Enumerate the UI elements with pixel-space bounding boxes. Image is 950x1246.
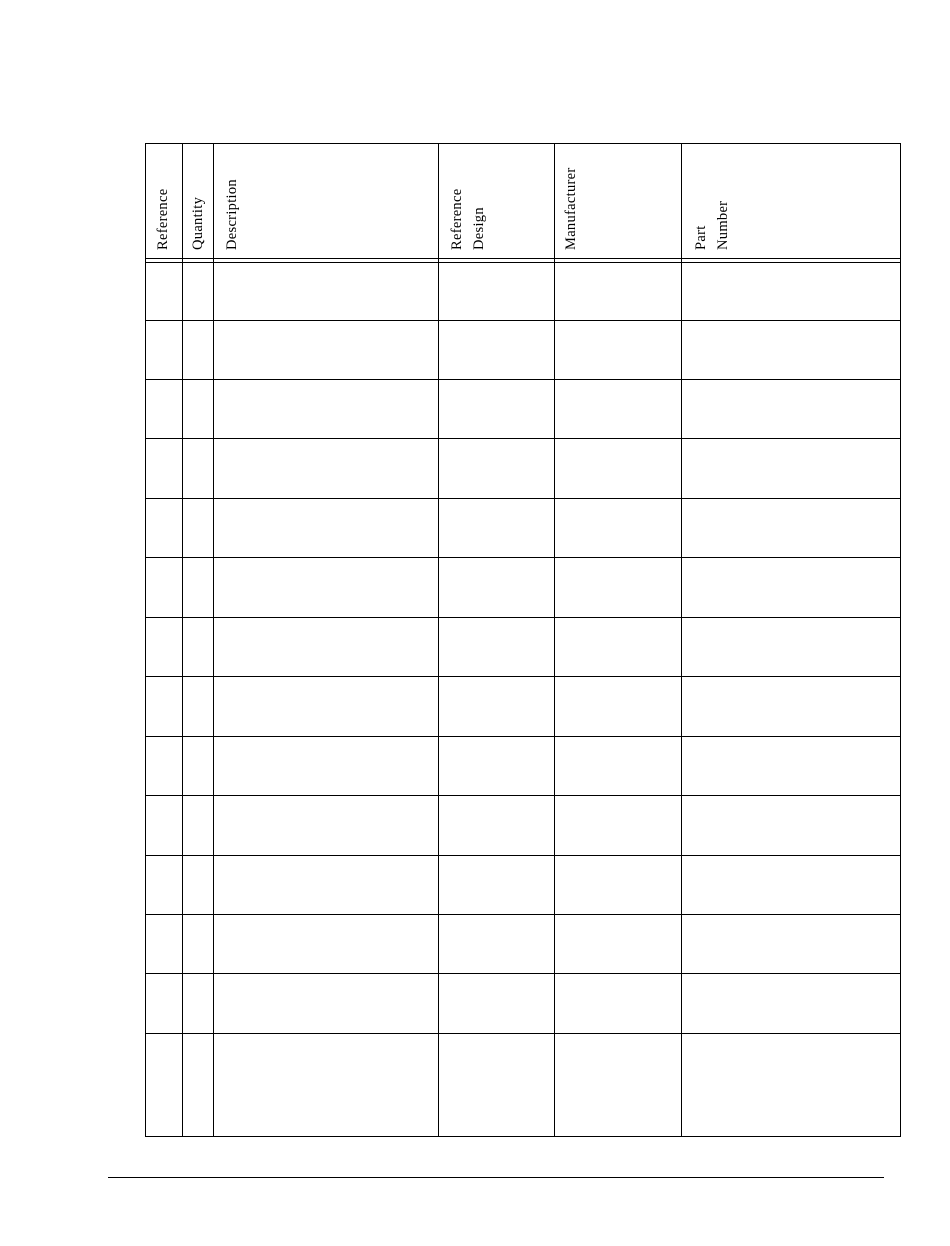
table-cell-reference <box>150 918 178 969</box>
table-cell-part-number <box>685 740 896 791</box>
table-cell-quantity <box>186 621 209 672</box>
table-cell-quantity <box>186 267 209 316</box>
table-cell-reference-design <box>442 442 550 494</box>
table-cell-reference-design <box>442 324 550 375</box>
table-cell-reference-design <box>442 799 550 851</box>
table-cell-part-number <box>685 799 896 851</box>
table-cell-description <box>217 267 434 316</box>
table-cell-manufacturer <box>558 502 677 553</box>
table-cell-reference-design <box>442 977 550 1029</box>
header-description-text: Description <box>224 179 240 250</box>
row-rule <box>146 736 900 737</box>
table-cell-manufacturer <box>558 680 677 732</box>
header-part-number-line2: Number <box>715 200 731 250</box>
table-cell-reference <box>150 859 178 910</box>
row-rule <box>146 795 900 796</box>
column-divider <box>681 144 682 1136</box>
header-reference-design-line1: Reference <box>449 188 465 250</box>
row-rule <box>146 498 900 499</box>
table-cell-reference <box>150 1037 178 1132</box>
table-cell-quantity <box>186 680 209 732</box>
header-reference-design-line2: Design <box>471 207 487 250</box>
table-cell-reference-design <box>442 383 550 434</box>
header-quantity-text: Quantity <box>190 196 206 250</box>
table-cell-reference-design <box>442 680 550 732</box>
header-rule-upper <box>146 258 900 259</box>
table-cell-part-number <box>685 267 896 316</box>
header-rule-lower <box>146 262 900 263</box>
table-cell-part-number <box>685 442 896 494</box>
table-cell-reference <box>150 621 178 672</box>
row-rule <box>146 320 900 321</box>
table-cell-quantity <box>186 859 209 910</box>
table-cell-part-number <box>685 383 896 434</box>
table-cell-description <box>217 977 434 1029</box>
row-rule <box>146 914 900 915</box>
table-cell-quantity <box>186 918 209 969</box>
table-cell-quantity <box>186 383 209 434</box>
row-rule <box>146 379 900 380</box>
table-cell-quantity <box>186 561 209 613</box>
table-cell-quantity <box>186 740 209 791</box>
table-cell-reference-design <box>442 1037 550 1132</box>
table-cell-part-number <box>685 621 896 672</box>
table-cell-manufacturer <box>558 621 677 672</box>
table-cell-reference <box>150 977 178 1029</box>
header-part-number <box>690 201 734 250</box>
footer-rule <box>108 1177 884 1178</box>
table-cell-reference <box>150 561 178 613</box>
row-rule <box>146 438 900 439</box>
column-divider <box>554 144 555 1136</box>
table-cell-description <box>217 621 434 672</box>
header-reference-text: Reference <box>155 188 171 250</box>
table-cell-part-number <box>685 918 896 969</box>
table-cell-part-number <box>685 1037 896 1132</box>
row-rule <box>146 855 900 856</box>
table-cell-description <box>217 680 434 732</box>
table-cell-quantity <box>186 1037 209 1132</box>
header-description <box>221 179 243 250</box>
table-cell-manufacturer <box>558 561 677 613</box>
table-cell-manufacturer <box>558 740 677 791</box>
table-cell-description <box>217 740 434 791</box>
table-cell-manufacturer <box>558 442 677 494</box>
column-divider <box>182 144 183 1136</box>
table-cell-reference-design <box>442 859 550 910</box>
table-cell-part-number <box>685 561 896 613</box>
table-cell-part-number <box>685 977 896 1029</box>
header-manufacturer <box>560 167 582 250</box>
table-cell-reference <box>150 383 178 434</box>
table-cell-manufacturer <box>558 383 677 434</box>
row-rule <box>146 1033 900 1034</box>
table-cell-part-number <box>685 680 896 732</box>
table-cell-description <box>217 1037 434 1132</box>
table-cell-description <box>217 918 434 969</box>
table-cell-reference <box>150 502 178 553</box>
table-cell-quantity <box>186 324 209 375</box>
parts-list-table <box>145 143 901 1137</box>
header-manufacturer-text: Manufacturer <box>563 167 579 250</box>
table-cell-reference-design <box>442 740 550 791</box>
column-divider <box>438 144 439 1136</box>
header-part-number-line1: Part <box>693 225 709 250</box>
table-cell-reference <box>150 740 178 791</box>
table-cell-manufacturer <box>558 324 677 375</box>
table-cell-quantity <box>186 442 209 494</box>
row-rule <box>146 676 900 677</box>
table-cell-manufacturer <box>558 977 677 1029</box>
table-cell-reference-design <box>442 267 550 316</box>
table-cell-quantity <box>186 977 209 1029</box>
table-cell-part-number <box>685 324 896 375</box>
table-cell-manufacturer <box>558 1037 677 1132</box>
table-cell-quantity <box>186 799 209 851</box>
table-cell-description <box>217 383 434 434</box>
table-cell-description <box>217 859 434 910</box>
table-cell-reference-design <box>442 561 550 613</box>
table-cell-manufacturer <box>558 918 677 969</box>
table-cell-reference-design <box>442 918 550 969</box>
table-cell-reference-design <box>442 502 550 553</box>
table-cell-reference <box>150 442 178 494</box>
table-cell-part-number <box>685 502 896 553</box>
row-rule <box>146 617 900 618</box>
row-rule <box>146 557 900 558</box>
table-cell-reference <box>150 324 178 375</box>
table-cell-manufacturer <box>558 799 677 851</box>
table-cell-description <box>217 442 434 494</box>
column-divider <box>213 144 214 1136</box>
row-rule <box>146 973 900 974</box>
table-cell-reference-design <box>442 621 550 672</box>
table-cell-part-number <box>685 859 896 910</box>
header-reference-design <box>446 189 490 250</box>
table-cell-quantity <box>186 502 209 553</box>
table-cell-manufacturer <box>558 267 677 316</box>
table-cell-description <box>217 799 434 851</box>
table-cell-description <box>217 561 434 613</box>
table-cell-reference <box>150 267 178 316</box>
header-reference <box>152 189 174 250</box>
table-cell-reference <box>150 680 178 732</box>
table-cell-reference <box>150 799 178 851</box>
table-cell-description <box>217 324 434 375</box>
header-quantity <box>187 197 209 250</box>
table-cell-manufacturer <box>558 859 677 910</box>
table-cell-description <box>217 502 434 553</box>
